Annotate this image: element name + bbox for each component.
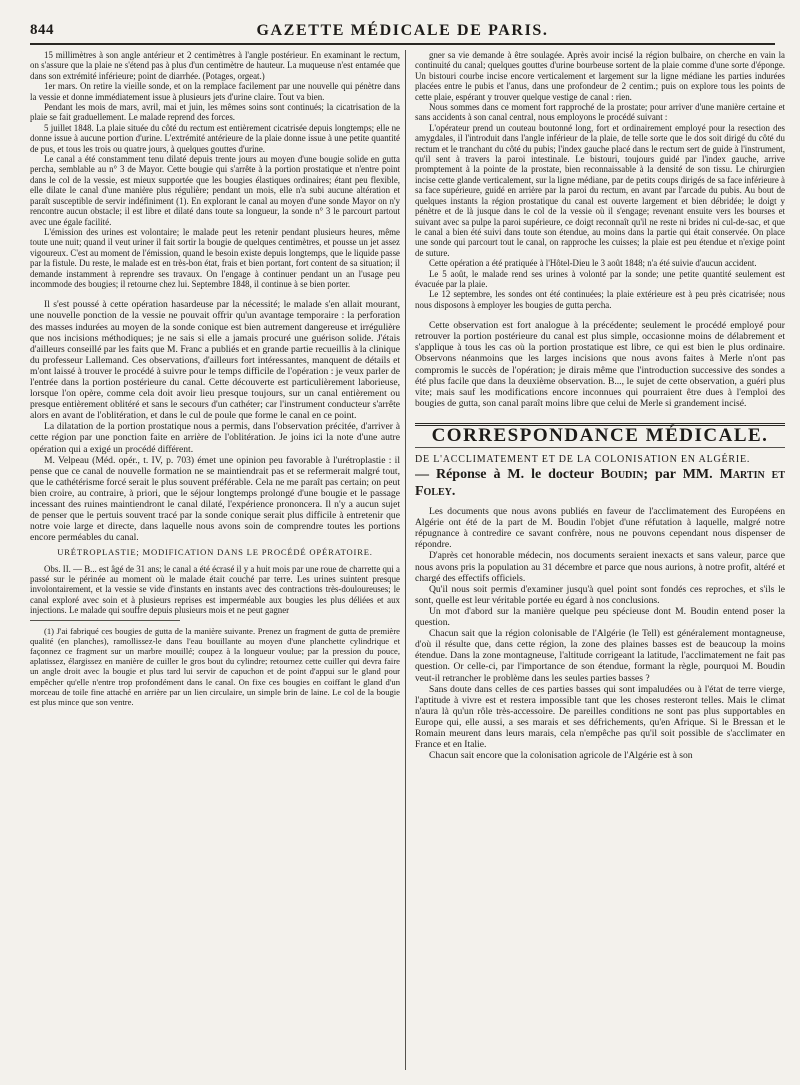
paragraph: Pendant les mois de mars, avril, mai et juin, les mêmes soins sont continués; la cicatrisation de la plaie se fait graduellement. Le malade reprend des forces. xyxy=(30,102,400,123)
running-head xyxy=(30,22,775,42)
footnote-rule xyxy=(30,620,180,621)
journal-title: GAZETTE MÉDICALE DE PARIS. xyxy=(256,22,549,39)
paragraph: Un mot d'abord sur la manière quelque peu spécieuse dont M. Boudin entend poser la question. xyxy=(415,605,785,629)
paragraph: Sans doute dans celles de ces parties basses qui sont impaludées ou à l'état de terre vierge, l'aptitude à vivre est et restera impossible tant que les choses resteront telles. Mais le climat n'aura là qu'un rôle très-accessoire. De pareilles conditions ne sont pas plus supportables en Europe qui, elle aussi, a ses marais et ses défrichements, qu'en Afrique. Si le Bressan et le Romain meurent dans leurs marais, cela n'empêche pas qu'il soit possible de s'acclimater en France et en Italie. xyxy=(415,683,785,751)
paragraph: D'après cet honorable médecin, nos documents seraient inexacts et sans valeur, parce que nous avons pris la population au 31 décembre et parce que nous aurions, à notre profit, altéré et chargé des effectifs officiels. xyxy=(415,550,785,584)
paragraph: 1er mars. On retire la vieille sonde, et on la remplace facilement par une nouvelle qui pénètre dans la vessie et donne immédiatement issue à plusieurs jets d'urine claire. Tout va bien. xyxy=(30,81,400,102)
paragraph: Le 12 septembre, les sondes ont été continuées; la plaie extérieure est à peu près cicatrisée; nous nous disposons à employer les bougies de gutta percha. xyxy=(415,289,785,310)
article-heading: DE L'ACCLIMATEMENT ET DE LA COLONISATION EN ALGÉRIE. xyxy=(415,454,751,465)
paragraph: Nous sommes dans ce moment fort rapproché de la prostate; pour arriver d'une manière certaine et sans accidents à son canal central, nous employons le procédé suivant : xyxy=(415,102,785,123)
paragraph: L'opérateur prend un couteau boutonné long, fort et ordinairement employé pour la resection des amygdales, il l'introduit dans l'angle inférieur de la plaie, de telle sorte que le dos soit dirigé du côté du rectum et le tranchant du côté du pubis; l'index gauche placé dans le rectum sert de guide à l'instrument, qu'il sent à travers la paroi intestinale. Le bistouri, toujours guidé par l'index gauche, arrive promptement à la pointe de la prostate, bien reconnaissable à la densité de son tissu. Le chirurgien incise cette glande verticalement, sur la ligne médiane, par de petits coups dirigés de sa face inférieure à sa face supérieure, guidé en arrière par la paroi du rectum, en avant par l'arcade du pubis. Au bout de quelques instants la région prostatique du canal est ouverte largement et bien débridée; le doigt y pénètre et de là jusque dans le col de la vessie où il s'engage; revenant ensuite vers les bourses et suivant avec sa pulpe la paroi supérieure, ce doigt reconnaît qu'il ne reste ni brides ni cul-de-sac, et que le canal a bien été suivi dans toute son étendue, au moins dans la partie qui était conservée. On place une sonde qui parcourt tout le canal, on rapproche les cuisses; la plaie est peu étendue et n'exige point de suture. xyxy=(415,122,785,258)
right-column xyxy=(415,50,785,1070)
paragraph: M. Velpeau (Méd. opér., t. IV, p. 703) émet une opinion peu favorable à l'urétroplastie : il pense que ce canal de nouvelle formation ne se maintiendrait pas et se refermerait malgré tout, que le cathétérisme forcé serait le plus souvent préférable. Cela ne me paraît pas certain; on peut bien croire, au contraire, à priori, que le séjour longtemps prolongé d'une bougie et le passage incessant des ruines maintiendront le canal dilaté, l'expérience prononcera. Il n'y a aucun sujet de penser que le pertuis souvent tracé par la sonde conique serait plus difficile à entretenir que notre voie large et directe, dans laquelle nous avons soin de comprendre toutes les portions encore perméables du canal. xyxy=(30,454,400,544)
column-divider xyxy=(405,50,406,1070)
paragraph: Cette observation est fort analogue à la précédente; seulement le procédé employé pour retrouver la portion postérieure du canal est plus simple, occasionne moins de délabrement et s'applique à tous les cas où la portion prostatique est libre, ce qui est bien le plus ordinaire. Observons néanmoins que les larges incisions que nous avons faites à Merle n'ont pas compromis le succès de l'opération; je dirais même que l'introduction successive des sondes a été plus facile que dans la deuxième observation. B..., le sujet de cette observation, a guéri plus vite; mais sauf les modifications encore inconnues qui pourraient être dues à l'emploi des bougies de gutta, son canal paraît moins libre que celui de Merle si grandement incisé. xyxy=(415,320,785,409)
paragraph: Qu'il nous soit permis d'examiner jusqu'à quel point sont fondés ces reproches, et s'ils le sont, quelle est leur véritable portée eu égard à nos conclusions. xyxy=(415,583,785,606)
paragraph: 15 millimètres à son angle antérieur et 2 centimètres à l'angle postérieur. En examinant le rectum, on s'assure que la plaie ne s'étend pas à plus d'un centimètre de hauteur. La muqueuse n'est entamée que dans son extrémité inférieure; point de diarrhée. (Potages, orgeat.) xyxy=(30,50,400,81)
section-title: CORRESPONDANCE MÉDICALE. xyxy=(431,424,769,446)
paragraph: La dilatation de la portion prostatique nous a permis, dans l'observation précitée, d'arriver à cette région par une ponction faite en arrière de l'oblitération. Je joins ici la note d'une autre opération qui a exigé un procédé différent. xyxy=(30,421,400,455)
paragraph: Il s'est poussé à cette opération hasardeuse par la nécessité; le malade s'en allait mourant, une nouvelle ponction de la vessie ne pouvait offrir qu'un avantage temporaire : la perforation des masses indurées au moyen de la sonde conique est bien autrement dangereuse et irrégulière que nos incisions méthodiques; je ne sais si elle a jamais procuré une guérison solide. J'étais d'ailleurs conseillé par les faits que M. Franc a publiés et en grande partie recueillis à la clinique du professeur Lallemand. Ces observations, d'ailleurs fort intéressantes, manquent de détails et m'ont laissé à trouver le procédé à suivre pour le temps difficile de l'opération : je veux parler de l'entrée dans la portion postérieure du canal. Cette découverte est particulièrement laborieuse, lorsque l'on opère, comme cela doit avoir lieu presque toujours, sur un canal entièrement ou presque entièrement oblitéré et sans le secours d'un cathéter; car l'instrument conducteur s'arrête alors en avant de l'oblitération, et dans le cul de poule que forme le canal en ce point. xyxy=(30,299,400,422)
page-number: 844 xyxy=(30,22,54,38)
paragraph: 5 juillet 1848. La plaie située du côté du rectum est entièrement cicatrisée depuis longtemps; elle ne donne issue à aucune portion d'urine. L'extrémité antérieure de la plaie donne issue à une petite quantité de pus, et tous les trois ou quatre jours, à quelques gouttes d'urine. xyxy=(30,122,400,154)
paragraph: Chacun sait encore que la colonisation agricole de l'Algérie est à son xyxy=(429,750,693,762)
section-subhead: URÉTROPLASTIE; MODIFICATION DANS LE PROCÉDÉ OPÉRATOIRE. xyxy=(57,547,373,558)
paragraph: gner sa vie demande à être soulagée. Après avoir incisé la région bulbaire, on cherche en vain la continuité du canal; quelques gouttes d'urine bourbeuse sortent de la plaie comme d'une sorte d'éponge. Un bistouri courbe incise encore verticalement et largement sur la ligne médiane les parties indurées placées entre le pubis et l'anus, dans une profondeur de 2 centim.; puis on explore tous les points de cette plaie, espérant y trouver quelque vestige de canal : rien. xyxy=(415,50,785,102)
paragraph: Le 5 août, le malade rend ses urines à volonté par la sonde; une petite quantité seulement est évacuée par la plaie. xyxy=(415,268,785,289)
footnote: (1) J'ai fabriqué ces bougies de gutta de la manière suivante. Prenez un fragment de gutta de première qualité (en planches), ramollissez-le dans l'eau bouillante au moyen d'une planchette cylindrique et façonnez ce fragment sur un marbre mouillé; coupez à la longueur voulue; par la pression du pouce, aplatissez, élargissez en manière de cuiller le gros bout du cylindre; retournez cette cuiller qui devra faire un angle droit avec la bougie et plus tard lui servir de capuchon et de point d'appui sur le gland pour empêcher qu'elle n'entre trop profondément dans le canal. On fixe ces bougies en coiffant le gland d'un morceau de toile fine attaché en arrière par un lien circulaire, un simple brin de laine. Le col de la bougie est plus mince que son ventre. xyxy=(30,625,400,707)
paragraph: Le canal a été constamment tenu dilaté depuis trente jours au moyen d'une bougie solide en gutta percha, semblable au n° 3 de Mayor. Cette bougie qui s'arrête à la portion prostatique et n'entre point dans le col de la vessie, est mieux supportée que les bougies élastiques ordinaires; étant peu flexible, elle dilate le canal d'une manière plus régulière; pendant un mois, elle n'a subi aucune altération et paraît susceptible de servir indéfiniment (1). En explorant le canal au moyen d'une sonde Mayor on n'y rencontre aucun obstacle; il est libre et dilaté dans toute sa longueur, la sonde n° 3 le parcourt partout avec une égale facilité. xyxy=(30,154,400,227)
left-column xyxy=(30,50,400,1070)
paragraph: Chacun sait que la région colonisable de l'Algérie (le Tell) est généralement montagneuse, d'où il résulte que, dans cette région, la zone des plaines basses est de beaucoup la moins étendue. Dans la zone montagneuse, l'altitude corrigeant la latitude, l'acclimatement ne fait pas question. Or celle-ci, par l'importance de son étendue, formant la règle, pourquoi M. Boudin veut-il retrancher le problème dans les seules parties basses ? xyxy=(415,628,785,684)
article-byline: — Réponse à M. le docteur Boudin; par MM. Martin et Foley. xyxy=(415,467,785,500)
header-rule xyxy=(30,43,775,45)
title-rule xyxy=(415,447,785,448)
paragraph: Les documents que nous avons publiés en faveur de l'acclimatement des Européens en Algérie ont été de la part de M. Boudin l'objet d'une réfutation à laquelle, malgré notre répugnance à contredire ce savant confrère, nous ne pouvons cependant nous dispenser de répondre. xyxy=(415,506,785,551)
paragraph: Cette opération a été pratiquée à l'Hôtel-Dieu le 3 août 1848; n'a été suivie d'aucun accident. xyxy=(429,258,757,269)
paragraph: Obs. II. — B... est âgé de 31 ans; le canal a été écrasé il y a huit mois par une roue de charrette qui a passé sur le périnée au moment où le malade était couché par terre. Les urines suintent presque involontairement, et la vessie se vide d'instants en instants avec des contractions très-douloureuses; le canal exploré avec soin et à plusieurs reprises est imperméable aux bougies les plus déliées et aux injections. Le malade qui souffre depuis plusieurs mois et ne peut gagner xyxy=(30,563,400,616)
paragraph: L'émission des urines est volontaire; le malade peut les retenir pendant plusieurs heures, même toute une nuit; quand il veut uriner il fait sortir la bougie de quelques centimètres, et pousse un jet assez vigoureux. C'est au moment de l'émission, quand le besoin existe depuis longtemps, que le liquide passe par la fistule. Du reste, le malade est en très-bon état, frais et bien portant, fort content de sa situation; il demande instamment à reprendre ses travaux. On l'engage à continuer pendant un an l'usage peu incommode des bougies; il retourne chez lui. Septembre 1848, il continue à se bien porter. xyxy=(30,226,400,289)
